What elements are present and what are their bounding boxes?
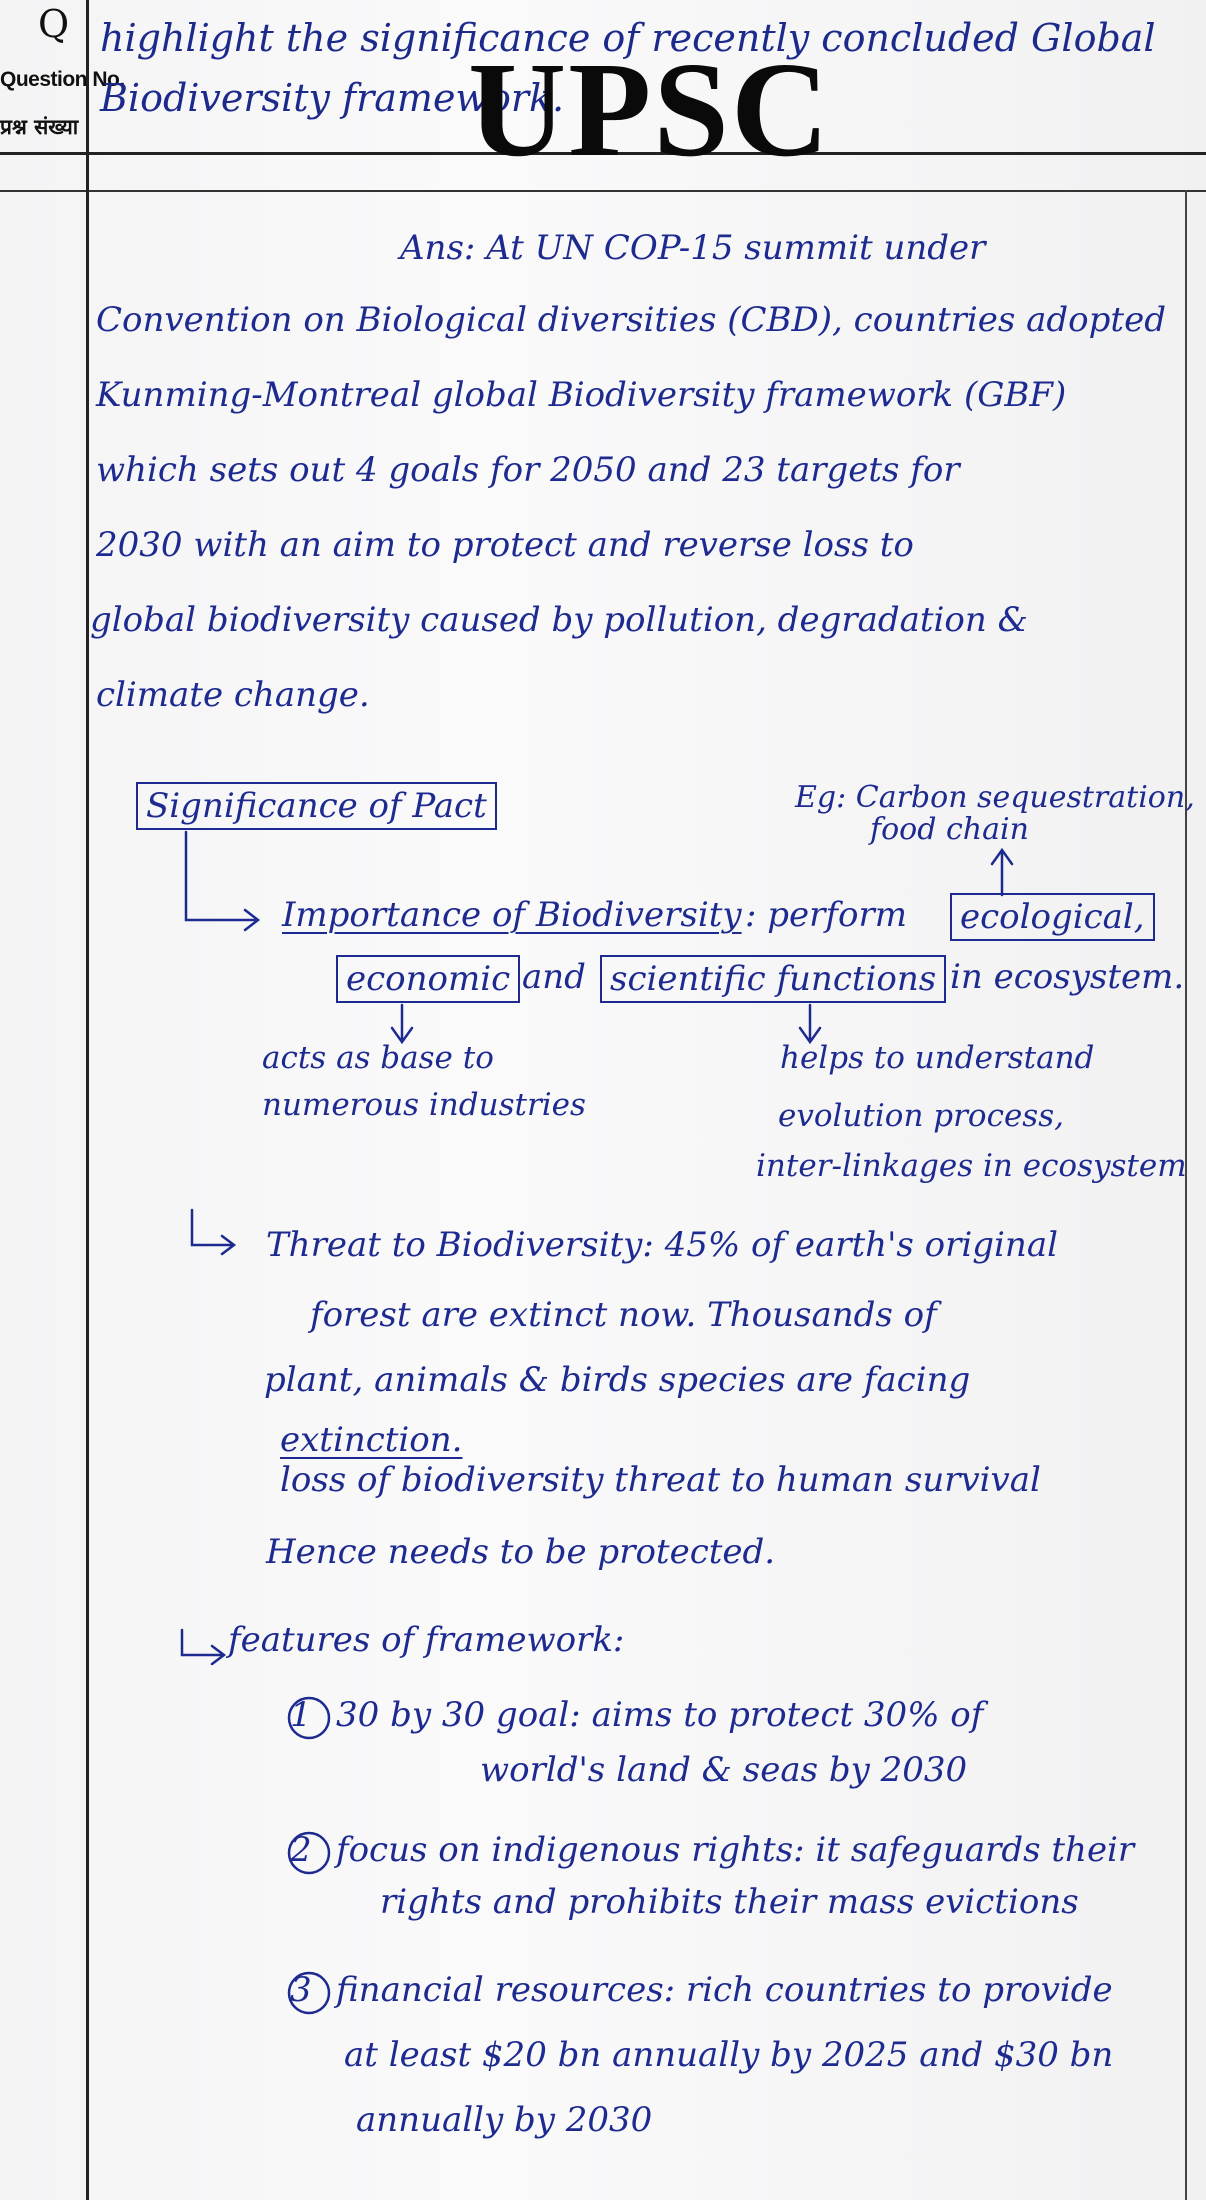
feature-line: financial resources: rich countries to provide <box>336 1970 1113 2010</box>
threat-line: plant, animals & birds species are facing <box>264 1360 971 1400</box>
scientific-note: helps to understand <box>780 1040 1095 1076</box>
intro-line: global biodiversity caused by pollution, degradation & <box>90 600 1028 640</box>
feature-circle <box>289 1833 329 1873</box>
question-no-label-hindi: प्रश्न संख्या <box>0 115 79 139</box>
feature-line: world's land & seas by 2030 <box>480 1750 968 1790</box>
features-heading: features of framework: <box>228 1620 625 1660</box>
intro-line: Kunming-Montreal global Biodiversity framework (GBF) <box>96 375 1067 415</box>
significance-heading-box: Significance of Pact <box>136 782 497 830</box>
threat-line: loss of biodiversity threat to human survival <box>280 1460 1041 1500</box>
importance-text: : perform <box>745 895 907 935</box>
upsc-stamp: UPSC <box>468 35 832 185</box>
feature-line: focus on indigenous rights: it safeguards their <box>336 1830 1135 1870</box>
threat-line: Hence needs to be protected. <box>266 1532 776 1572</box>
economic-note: numerous industries <box>262 1087 586 1123</box>
feature-line: annually by 2030 <box>356 2100 653 2140</box>
intro-line: Ans: At UN COP-15 summit under <box>400 228 986 268</box>
feature-line: at least $20 bn annually by 2025 and $30 bn <box>344 2035 1114 2075</box>
question-marker: Q <box>38 2 70 46</box>
feature-line: rights and prohibits their mass evictions <box>380 1882 1079 1922</box>
feature-number: 2 <box>290 1830 312 1870</box>
arrow-features <box>182 1630 222 1655</box>
ecological-box: ecological, <box>950 893 1155 941</box>
scientific-note: inter-linkages in ecosystem <box>756 1148 1187 1184</box>
feature-circle <box>289 1973 329 2013</box>
threat-line: Threat to Biodiversity: 45% of earth's original <box>266 1225 1058 1265</box>
scientific-note: evolution process, <box>778 1098 1064 1134</box>
in-ecosystem-text: in ecosystem. <box>950 957 1185 997</box>
intro-line: climate change. <box>96 675 370 715</box>
feature-number: 1 <box>290 1695 312 1735</box>
eg-note: Eg: Carbon sequestration, <box>795 780 1195 815</box>
threat-line: extinction. <box>280 1420 463 1460</box>
and-text: and <box>522 957 586 997</box>
arrow-importance <box>186 832 255 920</box>
scientific-box: scientific functions <box>600 955 946 1003</box>
question-no-label: Question No. <box>0 68 125 91</box>
feature-line: 30 by 30 goal: aims to protect 30% of <box>336 1695 984 1735</box>
feature-number: 3 <box>290 1970 312 2010</box>
importance-label: Importance of Biodiversity <box>282 895 742 935</box>
economic-note: acts as base to <box>262 1040 494 1076</box>
intro-line: 2030 with an aim to protect and reverse loss to <box>96 525 914 565</box>
feature-circle <box>289 1698 329 1738</box>
intro-line: Convention on Biological diversities (CBD), countries adopted <box>96 300 1166 340</box>
question-text: highlight the significance of recently concluded Global Biodiversity framework. <box>100 16 1156 120</box>
economic-box: economic <box>336 955 520 1003</box>
intro-line: which sets out 4 goals for 2050 and 23 targets for <box>96 450 960 490</box>
threat-line: forest are extinct now. Thousands of <box>310 1295 937 1335</box>
eg-note: food chain <box>870 812 1029 847</box>
